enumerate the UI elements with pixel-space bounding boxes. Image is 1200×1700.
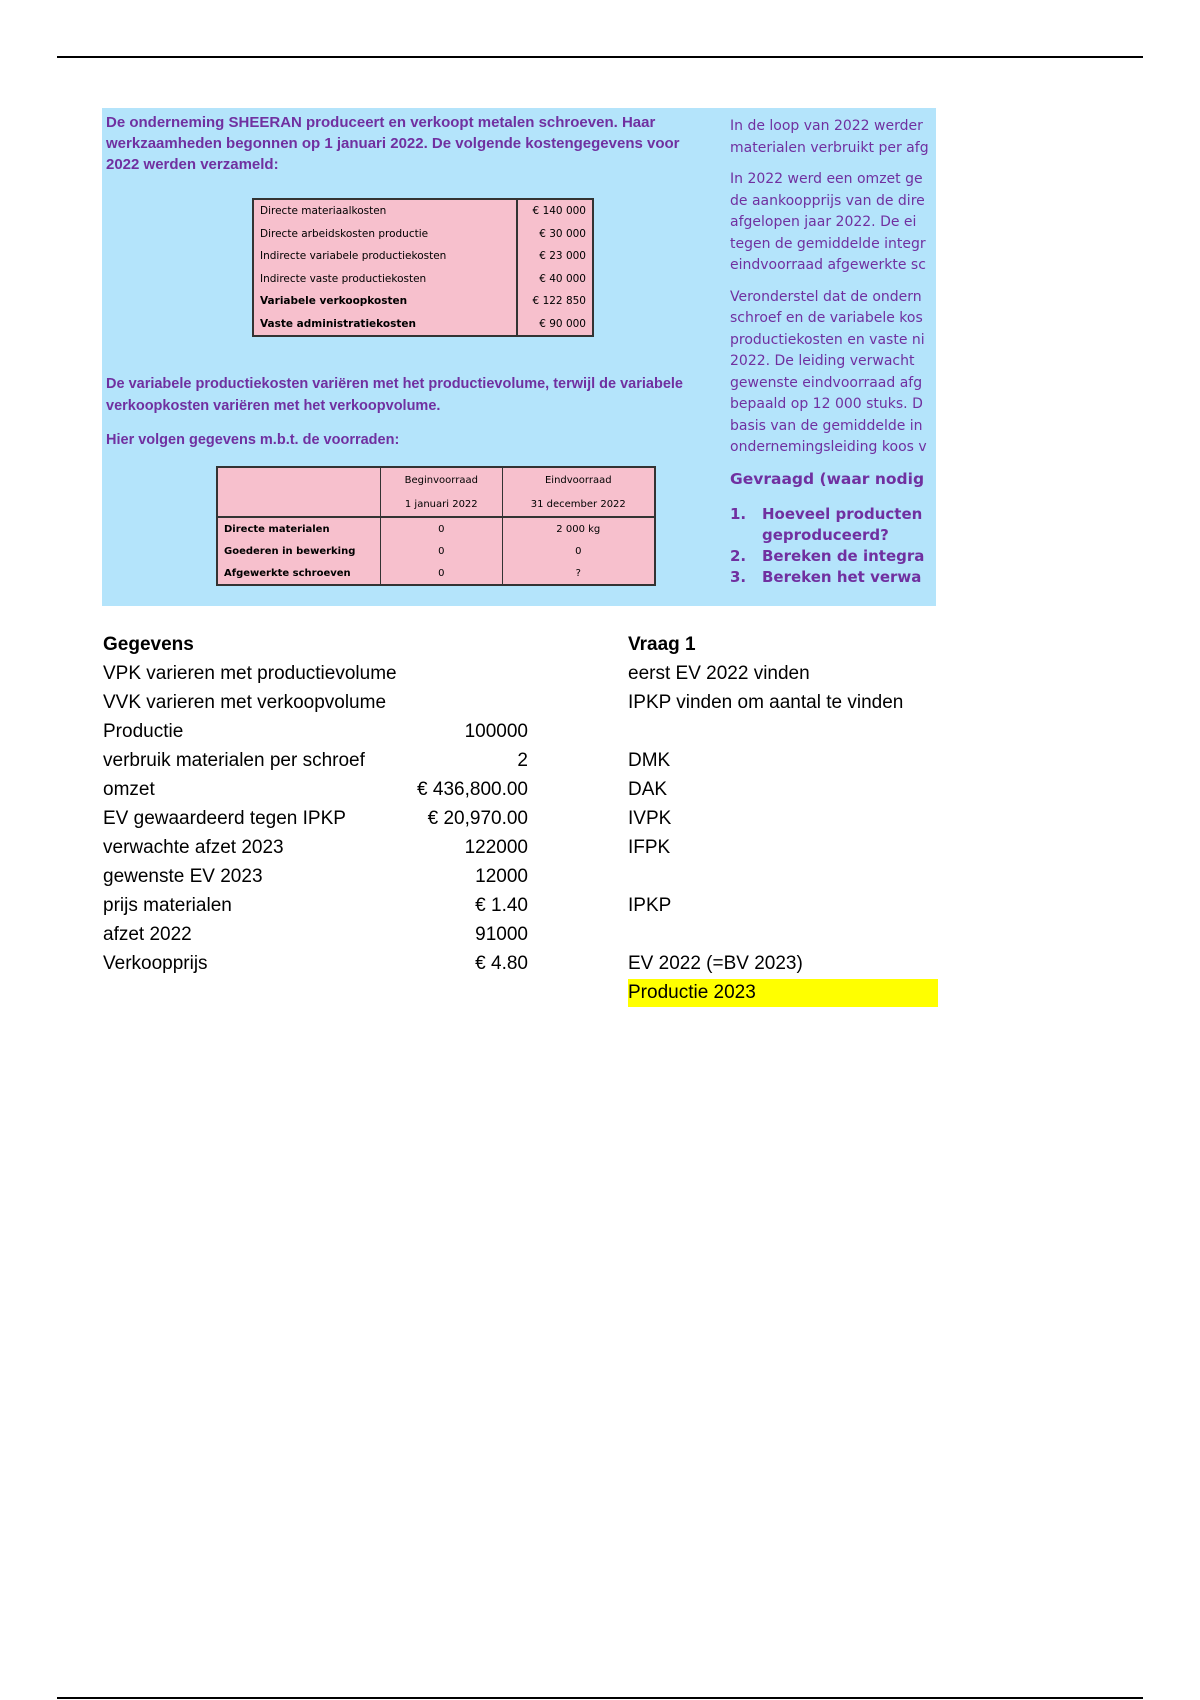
gegevens-value[interactable]: € 20,970.00 <box>427 808 528 829</box>
cost-table <box>252 198 594 337</box>
cost-amount: € 30 000 <box>539 227 586 240</box>
stock-row <box>217 517 655 540</box>
text-line: Veronderstel dat de ondern <box>730 288 922 305</box>
vraag1-step[interactable]: eerst EV 2022 vinden <box>628 663 810 684</box>
gegevens-value[interactable]: 2 <box>517 750 528 771</box>
cost-label: Vaste administratiekosten <box>253 313 517 337</box>
text-line: basis van de gemiddelde in <box>730 417 923 434</box>
stock-label: Directe materialen <box>217 517 381 540</box>
variable-cost-note: De variabele productiekosten variëren met het productievolume, terwijl de variabele verkoopkosten variëren met het verkoopvolume. <box>106 376 683 414</box>
text-line: 2022. De leiding verwacht <box>730 353 915 369</box>
text-line: eindvoorraad afgewerkte sc <box>730 257 926 273</box>
stock-end: 2 000 kg <box>502 517 655 540</box>
gegevens-label[interactable]: prijs materialen <box>103 895 232 916</box>
stock-row <box>217 540 655 562</box>
gegevens-value[interactable]: € 436,800.00 <box>417 779 528 800</box>
gegevens-value[interactable]: € 1.40 <box>475 895 528 916</box>
cost-label: Indirecte vaste productiekosten <box>253 268 517 291</box>
question-item <box>730 567 936 588</box>
vraag1-ifpk[interactable]: IFPK <box>628 837 671 858</box>
gegevens-label[interactable]: verwachte afzet 2023 <box>103 837 284 858</box>
text-line: afgelopen jaar 2022. De ei <box>730 214 917 230</box>
page-top-rule <box>57 56 1143 58</box>
text-line: In de loop van 2022 werder <box>730 118 923 134</box>
gegevens-value[interactable]: € 4.80 <box>475 953 528 974</box>
cost-amount: € 90 000 <box>539 317 586 330</box>
right-paragraph-1 <box>730 116 936 159</box>
questions-heading: Gevraagd (waar nodig <box>730 469 925 488</box>
text-line: de aankoopprijs van de dire <box>730 192 925 209</box>
cost-row <box>253 268 593 291</box>
right-paragraph-3 <box>730 287 936 459</box>
stock-begin: 0 <box>381 540 503 562</box>
question-text: Bereken het verwa <box>762 568 922 586</box>
gegevens-label[interactable]: VVK varieren met verkoopvolume <box>103 692 387 713</box>
questions-list <box>730 504 936 588</box>
gegevens-label[interactable]: omzet <box>103 779 155 800</box>
gegevens-label[interactable]: VPK varieren met productievolume <box>103 663 397 684</box>
stock-table <box>216 466 656 586</box>
vraag1-dak[interactable]: DAK <box>628 779 668 800</box>
cost-amount: € 140 000 <box>532 205 586 218</box>
stock-row <box>217 562 655 585</box>
stock-end: ? <box>502 562 655 585</box>
cost-row <box>253 223 593 246</box>
gegevens-label[interactable]: gewenste EV 2023 <box>103 866 263 887</box>
vraag1-title[interactable]: Vraag 1 <box>628 634 696 655</box>
cost-amount: € 122 850 <box>532 295 586 308</box>
vraag1-ipkp[interactable]: IPKP <box>628 895 672 916</box>
stock-begin: 0 <box>381 517 503 540</box>
cost-row <box>253 290 593 313</box>
question-text: Bereken de integra <box>762 547 925 565</box>
question-text-cont: geproduceerd? <box>762 526 889 544</box>
gegevens-label[interactable]: Productie <box>103 721 184 742</box>
question-number: 3. <box>730 568 747 586</box>
question-item <box>730 504 936 546</box>
text-line: gewenste eindvoorraad afg <box>730 374 923 391</box>
stock-label: Goederen in bewerking <box>217 540 381 562</box>
stock-header-row <box>217 467 655 492</box>
stock-header-begin-date: 1 januari 2022 <box>381 492 503 517</box>
cost-label: Directe materiaalkosten <box>253 199 517 223</box>
text-line: materialen verbruikt per afg <box>730 139 929 156</box>
text-line: ondernemingsleiding koos v <box>730 439 927 455</box>
text-line: productiekosten en vaste ni <box>730 331 925 348</box>
gegevens-label[interactable]: Verkoopprijs <box>103 953 208 974</box>
page-bottom-rule <box>57 1697 1143 1699</box>
text-line: In 2022 werd een omzet ge <box>730 171 923 187</box>
exercise-image <box>102 108 936 606</box>
question-number: 1. <box>730 505 747 523</box>
question-item <box>730 546 936 567</box>
stock-end: 0 <box>502 540 655 562</box>
text-line: bepaald op 12 000 stuks. D <box>730 396 923 412</box>
stock-header-end-date: 31 december 2022 <box>502 492 655 517</box>
vraag1-dmk[interactable]: DMK <box>628 750 671 771</box>
stock-begin: 0 <box>381 562 503 585</box>
exercise-right-column <box>730 116 936 588</box>
question-text: Hoeveel producten <box>762 505 923 523</box>
vraag1-ev[interactable]: EV 2022 (=BV 2023) <box>628 953 803 974</box>
text-line: schroef en de variabele kos <box>730 310 923 326</box>
stock-header-empty <box>217 467 381 517</box>
gegevens-label[interactable]: afzet 2022 <box>103 924 192 945</box>
vraag1-ivpk[interactable]: IVPK <box>628 808 672 829</box>
stock-intro: Hier volgen gegevens m.b.t. de voorraden: <box>106 432 400 448</box>
gegevens-value[interactable]: 100000 <box>464 721 528 742</box>
gegevens-label[interactable]: EV gewaardeerd tegen IPKP <box>103 808 346 829</box>
cost-label: Variabele verkoopkosten <box>253 290 517 313</box>
text-line: tegen de gemiddelde integr <box>730 235 926 252</box>
cost-label: Directe arbeidskosten productie <box>253 223 517 246</box>
cost-amount: € 23 000 <box>539 250 586 263</box>
cost-row <box>253 313 593 337</box>
vraag1-step[interactable]: IPKP vinden om aantal te vinden <box>628 692 904 713</box>
stock-header-begin: Beginvoorraad <box>381 467 503 492</box>
cost-amount: € 40 000 <box>539 272 586 285</box>
vraag1-productie-highlighted[interactable]: Productie 2023 <box>628 979 938 1007</box>
cost-row <box>253 199 593 223</box>
question-number: 2. <box>730 547 747 565</box>
right-paragraph-2 <box>730 169 936 277</box>
gegevens-value[interactable]: 122000 <box>464 837 528 858</box>
gegevens-title[interactable]: Gegevens <box>103 634 194 655</box>
gegevens-label[interactable]: verbruik materialen per schroef <box>103 750 365 771</box>
exercise-intro: De onderneming SHEERAN produceert en verkoopt metalen schroeven. Haar werkzaamheden begonnen op 1 januari 2022. De volgende kostengegevens voor 2022 werden verzameld: <box>106 114 680 173</box>
gegevens-value[interactable]: 12000 <box>475 866 528 887</box>
gegevens-value[interactable]: 91000 <box>475 924 528 945</box>
stock-label: Afgewerkte schroeven <box>217 562 381 585</box>
stock-header-end: Eindvoorraad <box>502 467 655 492</box>
cost-label: Indirecte variabele productiekosten <box>253 245 517 268</box>
cost-row <box>253 245 593 268</box>
